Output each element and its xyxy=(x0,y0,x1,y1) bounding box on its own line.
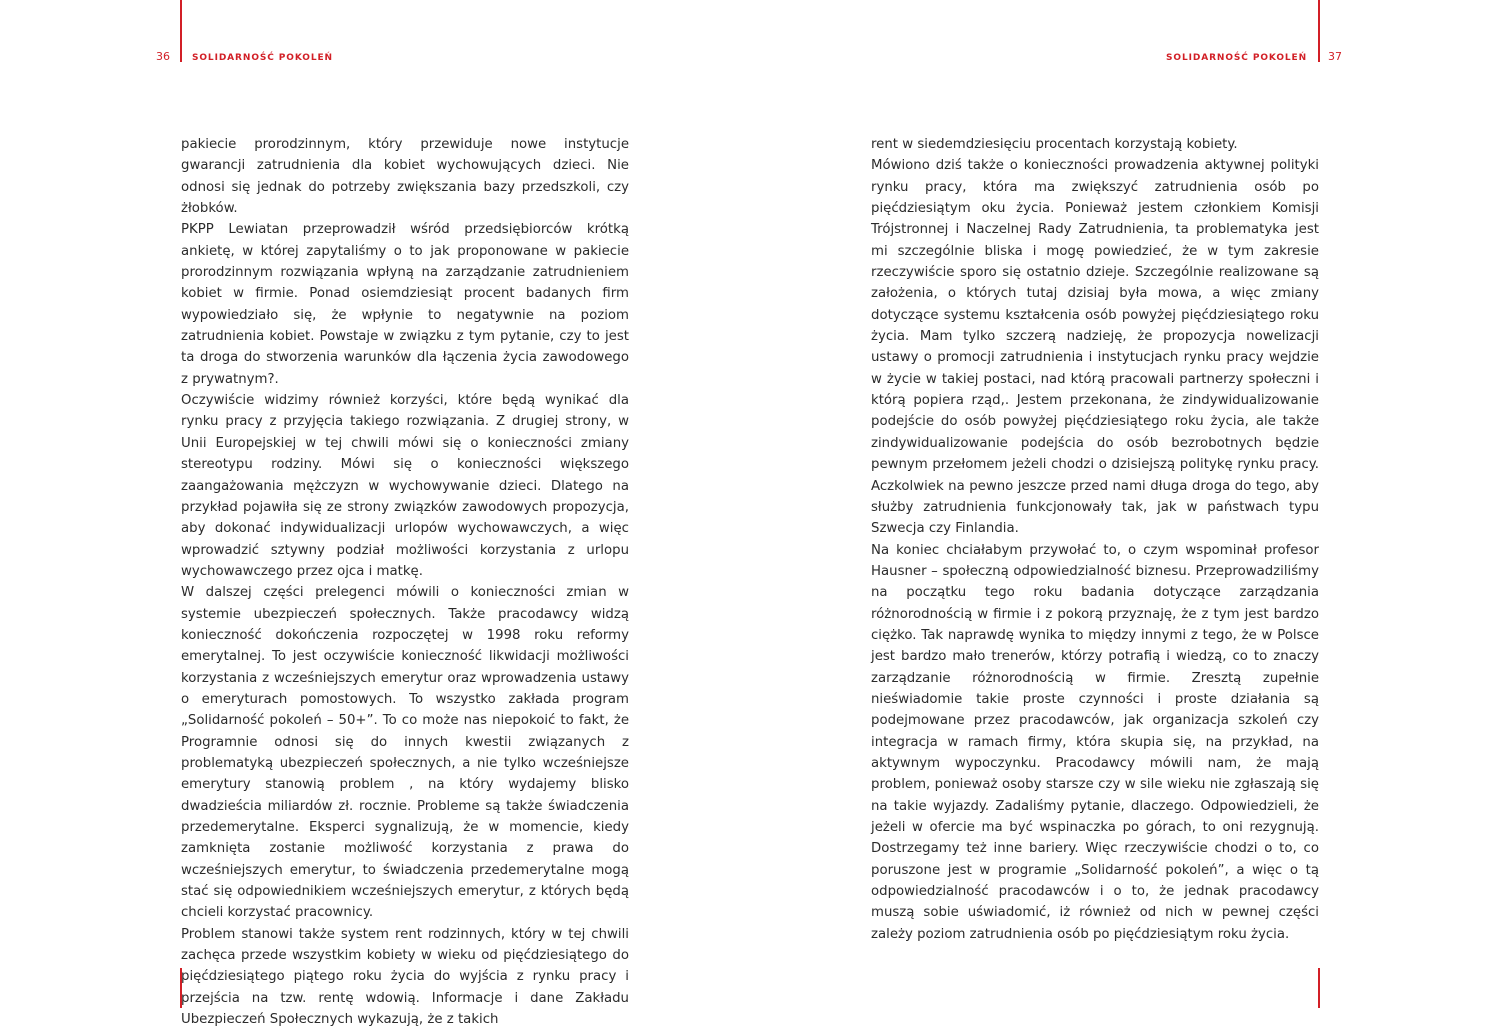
left-paragraph-4: W dalszej części prelegenci mówili o konieczności zmian w systemie ubezpieczeń społecznych. Także pracodawcy widzą konieczność dokończenia rozpoczętej w 1998 roku reformy emerytalnej. To jest oczywiście konieczność likwidacji możliwości korzystania z wcześniejszych emerytur oraz wprowadzenia ustawy o emeryturach pomostowych. To wszystko zakłada program „Solidarność pokoleń – 50+”. To co może nas niepokoić to fakt, że Programnie odnosi się do innych kwestii związanych z problematyką ubezpieczeń społecznych, a nie tylko wcześniejsze emerytury stanowią problem , na który wydajemy blisko dwadzieścia miliardów zł. rocznie. Probleme są także świadczenia przedemerytalne. Eksperci sygnalizują, że w momencie, kiedy zamknięta zostanie możliwość korzystania z prawa do wcześniejszych emerytur, to świadczenia przedemerytalne mogą stać się odpowiednikiem wcześniejszych emerytur, z których będą chcieli korzystać pracownicy. xyxy=(181,585,629,921)
left-paragraph-5: Problem stanowi także system rent rodzinnych, który w tej chwili zachęca przede wszystkim kobiety w wieku od pięćdziesiątego do pięćdziesiątego piątego roku życia do wyjścia z rynku pracy i przejścia na tzw. rentę wdowią. Informacje i dane Zakładu Ubezpieczeń Społecznych wykazują, że z takich xyxy=(181,926,629,1028)
left-page-number: 36 xyxy=(156,50,170,63)
left-running-title: SOLIDARNOŚĆ POKOLEŃ xyxy=(192,53,333,63)
left-paragraph-3: Oczywiście widzimy również korzyści, które będą wynikać dla rynku pracy z przyjęcia takiego rozwiązania. Z drugiej strony, w Unii Europejskiej w tej chwili mówi się o konieczności zmiany stereotypu rodziny. Mówi się o konieczności większego zaangażowania mężczyzn w wychowywanie dzieci. Dlatego na przykład pojawiła się ze strony związków zawodowych propozycja, aby dokonać indywidualizacji urlopów wychowawczych, a więc wprowadzić sztywny podział możliwości korzystania z urlopu wychowawczego przez ojca i matkę. xyxy=(181,393,629,579)
right-page-number: 37 xyxy=(1328,50,1342,63)
right-page-header xyxy=(1166,50,1342,65)
right-page-body xyxy=(871,134,1319,945)
right-paragraph-3: Na koniec chciałabym przywołać to, o czym wspominał profesor Hausner – społeczną odpowiedzialność biznesu. Przeprowadziliśmy na początku tego roku badania dotyczące zarządzania różnorodnością w firmie i z pokorą przyznaję, że z tym jest bardzo ciężko. Tak naprawdę wynika to między innymi z tego, że w Polsce jest bardzo mało trenerów, którzy potrafią i wiedzą, co to znaczy zarządzanie różnorodnością w firmie. Zresztą zupełnie nieświadomie takie proste czynności i proste działania są podejmowane przez pracodawców, jak organizacja szkoleń czy integracja w ramach firmy, która skupia się, na przykład, na aktywnym wypoczynku. Pracodawcy mówili nam, że mają problem, ponieważ osoby starsze czy w sile wieku nie zgłaszają się na takie wyjazdy. Zadaliśmy pytanie, dlaczego. Odpowiedzieli, że jeżeli w ofercie ma być wspinaczka po górach, to oni rezygnują. Dostrzegamy też inne bariery. Więc rzeczywiście chodzi o to, co poruszone jest w programie „Solidarność pokoleń”, a więc o tą odpowiedzialność pracodawców i o to, że jednak pracodawcy muszą sobie uświadomić, iż również od nich w pewnej części zależy poziom zatrudnienia osób po pięćdziesiątym roku życia. xyxy=(871,542,1319,942)
right-paragraph-1: rent w siedemdziesięciu procentach korzystają kobiety. xyxy=(871,137,1238,152)
right-running-title: SOLIDARNOŚĆ POKOLEŃ xyxy=(1166,53,1307,63)
left-paragraph-2: PKPP Lewiatan przeprowadził wśród przedsiębiorców krótką ankietę, w której zapytaliśmy o to jak proponowane w pakiecie prorodzinnym rozwiązania wpłyną na zarządzanie zatrudnieniem kobiet w firmie. Ponad osiemdziesiąt procent badanych firm wypowiedziało się, że wpłynie to negatywnie na poziom zatrudnienia kobiet. Powstaje w związku z tym pytanie, czy to jest ta droga do stworzenia warunków dla łączenia życia zawodowego z prywatnym?. xyxy=(181,222,629,387)
right-bottom-red-rule xyxy=(1318,968,1320,1008)
left-page-header xyxy=(156,50,333,65)
right-paragraph-2: Mówiono dziś także o konieczności prowadzenia aktywnej polityki rynku pracy, która ma zwiększyć zatrudnienia osób po pięćdziesiątym oku życia. Ponieważ jestem członkiem Komisji Trójstronnej i Naczelnej Rady Zatrudnienia, ta problematyka jest mi szczególnie bliska i mogę powiedzieć, że w tym zakresie rzeczywiście sporo się ostatnio dzieje. Szczególnie realizowane są założenia, o których tutaj dzisiaj była mowa, a więc zmiany dotyczące systemu kształcenia osób powyżej pięćdziesiątego roku życia. Mam tylko szczerą nadzieję, że propozycja nowelizacji ustawy o promocji zatrudnienia i instytucjach rynku pracy wejdzie w życie w takiej postaci, nad którą pracowali partnerzy społeczni i którą popiera rząd,. Jestem przekonana, że zindywidualizowanie podejście do osób powyżej pięćdziesiątego roku życia, ale także zindywidualizowanie podejścia do osób bezrobotnych będzie pewnym przełomem jeżeli chodzi o dzisiejszą politykę rynku pracy. Aczkolwiek na pewno jeszcze przed nami długa droga do tego, aby służby zatrudnienia funkcjonowały tak, jak w państwach typu Szwecja czy Finlandia. xyxy=(871,158,1319,537)
left-page-body xyxy=(181,134,629,1030)
left-paragraph-1: pakiecie prorodzinnym, który przewiduje nowe instytucje gwarancji zatrudnienia dla kobiet wychowujących dzieci. Nie odnosi się jednak do potrzeby zwiększania bazy przedszkoli, czy żłobków. xyxy=(181,137,629,217)
